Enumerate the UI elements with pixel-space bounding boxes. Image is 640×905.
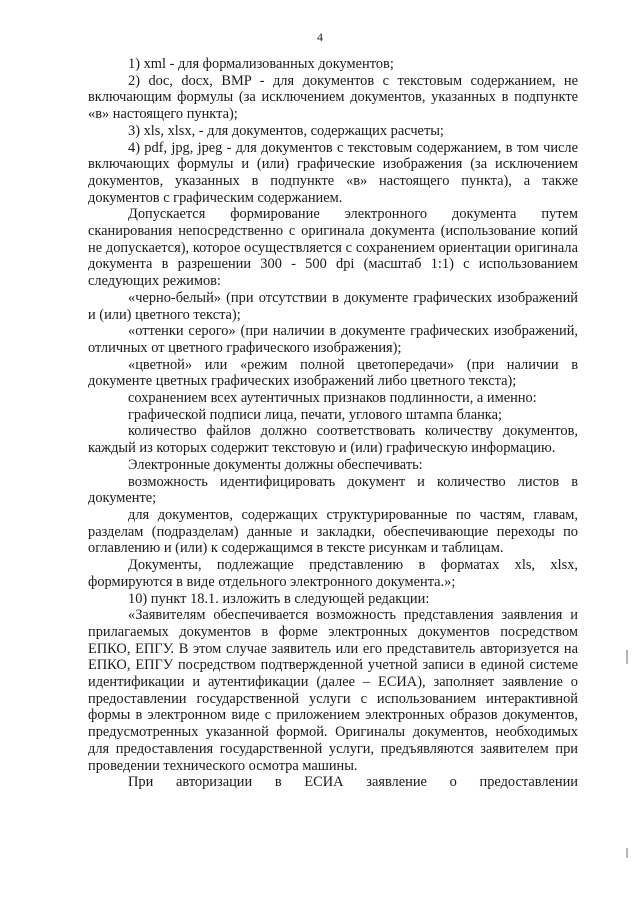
paragraph-format-doc: 2) doc, docx, BMP - для документов с текстовым содержанием, не включающим формулы (за исключением документов, указанных в подпункте «в» настоящего пункта); — [88, 72, 578, 123]
paragraph-mode-bw: «черно-белый» (при отсутствии в документе графических изображений и (или) цветного текста); — [88, 289, 578, 323]
paragraph-mode-color: «цветной» или «режим полной цветопередачи» (при наличии в документе цветных графических изображений либо цветного текста); — [88, 356, 578, 390]
paragraph-signature: графической подписи лица, печати, углового штампа бланка; — [128, 406, 502, 423]
scan-edge-mark — [626, 848, 628, 858]
paragraph-mode-gray: «оттенки серого» (при наличии в документе графических изображений, отличных от цветного графического изображения); — [88, 323, 578, 356]
scan-edge-mark — [626, 650, 628, 664]
paragraph-structured: для документов, содержащих структурированные по частям, главам, разделам (подразделам) данные и закладки, обеспечивающие переходы по оглавлению и (или) к содержащимся в тексте рисункам и таблицам. — [88, 506, 578, 557]
page-number: 4 — [317, 30, 323, 44]
document-body — [88, 56, 578, 791]
paragraph-identify: возможность идентифицировать документ и количество листов в документе; — [88, 473, 578, 507]
paragraph-file-count: количество файлов должно соответствовать количеству документов, каждый из которых содержит текстовую и (или) графическую информацию. — [88, 423, 578, 457]
paragraph-authenticity: сохранением всех аутентичных признаков подлинности, а именно: — [128, 390, 537, 407]
paragraph-requirements: Электронные документы должны обеспечивать: — [128, 456, 423, 473]
paragraph-scanning: Допускается формирование электронного документа путем сканирования непосредственно с оригинала документа (использование копий не допускается), которое осуществляется с сохранением ориентации оригинала документа в разрешении 300 - 500 dpi (масштаб 1:1) с использованием следующих режимов: — [88, 206, 578, 290]
paragraph-format-xml: 1) xml - для формализованных документов; — [128, 56, 394, 72]
paragraph-format-pdf: 4) pdf, jpg, jpeg - для документов с текстовым содержанием, в том числе включающих формулы и (или) графические изображения (за исключением документов, указанных в подпункте «в» настоящего пункта), а также документов с графическим содержанием. — [88, 139, 578, 206]
paragraph-item-10: 10) пункт 18.1. изложить в следующей редакции: — [128, 590, 430, 607]
paragraph-esia-authorization: При авторизации в ЕСИА заявление о предоставлении — [128, 774, 578, 791]
paragraph-xls-separate: Документы, подлежащие представлению в форматах xls, xlsx, формируются в виде отдельного электронного документа.»; — [88, 557, 578, 590]
paragraph-item-18-1: «Заявителям обеспечивается возможность представления заявления и прилагаемых документов в форме электронных документов посредством ЕПКО, ЕПГУ. В этом случае заявитель или его представитель авторизуется на ЕПКО, ЕПГУ посредством подтвержденной учетной записи в единой системе идентификации и аутентификации (далее – ЕСИА), заполняет заявление о предоставлении государственной услуги с использованием интерактивной формы в электронном виде с приложением электронных образов документов, предусмотренных указанной формой. Оригиналы документов, необходимых для предоставления государственной услуги, предъявляются заявителем при проведении технического осмотра машины. — [88, 607, 578, 774]
paragraph-format-xls: 3) xls, xlsx, - для документов, содержащих расчеты; — [128, 122, 444, 139]
